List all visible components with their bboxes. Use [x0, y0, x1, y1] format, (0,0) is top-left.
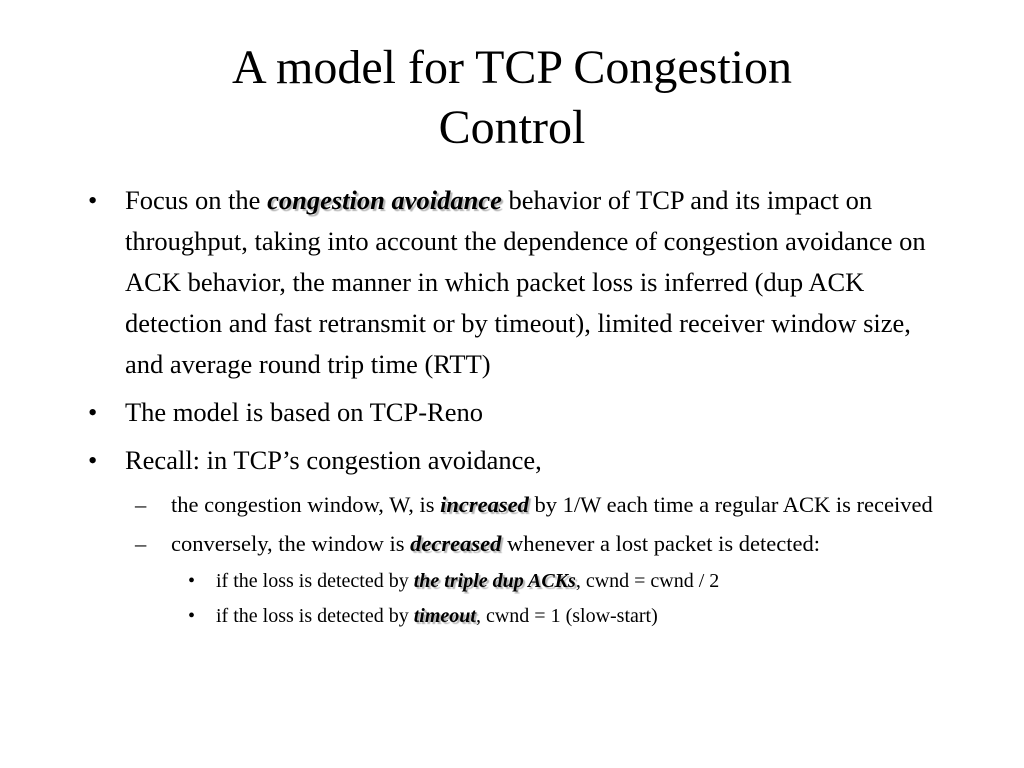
emphasis-timeout: timeout	[413, 605, 476, 627]
sub-sub-bullet-timeout-pre: if the loss is detected by	[216, 605, 414, 627]
sub-sub-bullet-triple-dup-post: , cwnd = cwnd / 2	[575, 570, 720, 592]
bullet-marker: •	[88, 185, 98, 215]
sub-bullet-increased	[125, 488, 948, 521]
emphasis-congestion-avoidance: congestion avoidance	[267, 185, 502, 215]
slide-title-line-2: Control	[438, 101, 586, 154]
sub-bullet-decreased-post: whenever a lost packet is detected:	[501, 531, 820, 556]
bullet-recall	[88, 440, 948, 481]
sub-bullet-decreased	[125, 527, 948, 560]
sub-sub-bullet-triple-dup	[171, 566, 948, 596]
slide-title-line-1: A model for TCP Congestion	[231, 41, 792, 94]
sub-sub-bullet-triple-dup-pre: if the loss is detected by	[216, 570, 414, 592]
slide-title	[90, 38, 934, 158]
sub-sub-bullet-timeout-post: , cwnd = 1 (slow-start)	[475, 605, 658, 627]
bullet-marker: •	[88, 445, 98, 475]
bullet-focus-text-post: behavior of TCP and its impact on throughput, taking into account the dependence of congestion avoidance on ACK behavior, the manner in which packet loss is inferred (dup ACK detection and fast retransmit or by timeout), limited receiver window size, and average round trip time (RTT)	[125, 185, 926, 379]
bullet-marker: •	[88, 397, 98, 427]
bullet-marker: •	[188, 605, 196, 627]
emphasis-increased: increased	[440, 492, 529, 517]
sub-sub-bullet-timeout	[171, 601, 948, 631]
bullet-marker: •	[188, 570, 196, 592]
sub-bullet-decreased-pre: conversely, the window is	[171, 531, 411, 556]
sub-bullet-increased-pre: the congestion window, W, is	[171, 492, 441, 517]
dash-marker: –	[135, 492, 147, 517]
emphasis-triple-dup-acks: the triple dup ACKs	[413, 570, 576, 592]
slide-body	[88, 180, 948, 636]
bullet-focus	[88, 180, 948, 385]
bullet-focus-text-pre: Focus on the	[125, 185, 268, 215]
sub-bullet-increased-post: by 1/W each time a regular ACK is received	[528, 492, 933, 517]
dash-marker: –	[135, 531, 147, 556]
bullet-recall-text: Recall: in TCP’s congestion avoidance,	[125, 445, 542, 475]
emphasis-decreased: decreased	[410, 531, 502, 556]
bullet-tcp-reno-text: The model is based on TCP-Reno	[125, 397, 483, 427]
bullet-tcp-reno	[88, 392, 948, 433]
